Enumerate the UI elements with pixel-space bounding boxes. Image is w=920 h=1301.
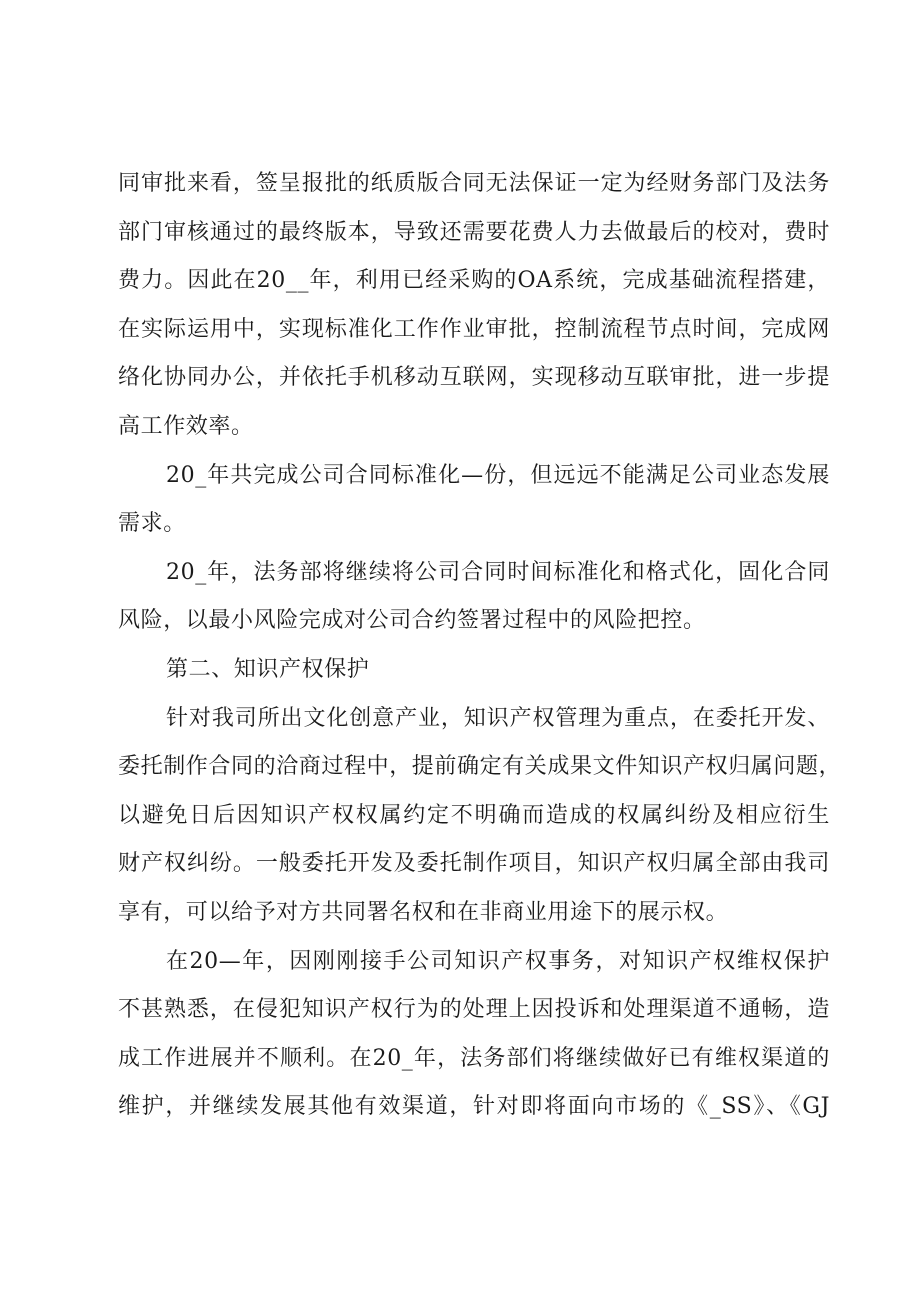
- text-line: 20_年共完成公司合同标准化—份，但远远不能满足公司业态发展: [166, 462, 830, 488]
- text-line: 在20—年，因刚刚接手公司知识产权事务，对知识产权维权保护: [166, 948, 830, 974]
- text-line: 针对我司所出文化创意产业，知识产权管理为重点，在委托开发、: [166, 705, 830, 731]
- text-line: 部门审核通过的最终版本，导致还需要花费人力去做最后的校对，费时: [118, 219, 830, 245]
- text-line: 需求。: [118, 511, 186, 537]
- text-line: 成工作进展并不顺利。在20_年，法务部们将继续做好已有维权渠道的: [118, 1045, 830, 1071]
- text-line: 不甚熟悉，在侵犯知识产权行为的处理上因投诉和处理渠道不通畅，造: [118, 997, 830, 1023]
- text-line: 络化协同办公，并依托手机移动互联网，实现移动互联审批，进一步提: [118, 365, 830, 391]
- text-line: 高工作效率。: [118, 413, 254, 439]
- section-heading: 第二、知识产权保护: [166, 656, 370, 682]
- text-line: 在实际运用中，实现标准化工作作业审批，控制流程节点时间，完成网: [118, 316, 830, 342]
- text-line: 享有，可以给予对方共同署名权和在非商业用途下的展示权。: [118, 899, 729, 925]
- text-line: 同审批来看，签呈报批的纸质版合同无法保证一定为经财务部门及法务: [118, 171, 830, 196]
- text-line: 以避免日后因知识产权权属约定不明确而造成的权属纠纷及相应衍生: [118, 802, 830, 828]
- text-line: 维护，并继续发展其他有效渠道，针对即将面向市场的《_SS》、《GJ: [118, 1094, 830, 1120]
- text-line: 20_年，法务部将继续将公司合同时间标准化和格式化，固化合同: [166, 559, 830, 585]
- text-line: 财产权纠纷。一般委托开发及委托制作项目，知识产权归属全部由我司: [118, 851, 830, 877]
- document-body: [118, 160, 842, 1132]
- text-line: 风险，以最小风险完成对公司合约签署过程中的风险把控。: [118, 608, 706, 634]
- text-line: 委托制作合同的洽商过程中，提前确定有关成果文件知识产权归属问题，: [118, 754, 842, 780]
- text-line: 费力。因此在20__年，利用已经采购的OA系统，完成基础流程搭建，: [118, 268, 830, 294]
